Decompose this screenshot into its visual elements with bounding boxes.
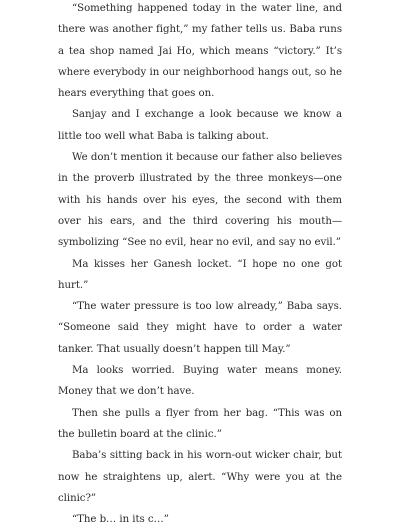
paragraph: Ma kisses her Ganesh locket. “I hope no one got hurt.” (58, 258, 342, 291)
paragraph: “The water pressure is too low already,” Baba says. “Someone said they might have to order a water tanker. That usually doesn’t happen till May.” (58, 301, 342, 355)
body-text (58, 0, 342, 530)
paragraph: Baba’s sitting back in his worn-out wicker chair, but now he straightens up, alert. “Why were you at the clinic?” (58, 450, 342, 504)
paragraph: We don’t mention it because our father also believes in the proverb illustrated by the three monkeys—one with his hands over his eyes, the second with them over his ears, and the third covering his mouth—symbolizing “See no evil, hear no evil, and say no evil.” (58, 152, 342, 249)
paragraph: Sanjay and I exchange a look because we know a little too well what Baba is talking about. (58, 109, 342, 142)
paragraph: “Something happened today in the water line, and there was another fight,” my father tells us. Baba runs a tea shop named Jai Ho, which means “victory.” It’s where everybody in our neighborhood hangs out, so he hears everything that goes on. (58, 3, 342, 100)
paragraph: Ma looks worried. Buying water means money. Money that we don’t have. (58, 365, 342, 398)
paragraph: Then she pulls a flyer from her bag. “This was on the bulletin board at the clinic.” (58, 407, 342, 440)
paragraph: “The b… in its c…” (72, 514, 169, 526)
